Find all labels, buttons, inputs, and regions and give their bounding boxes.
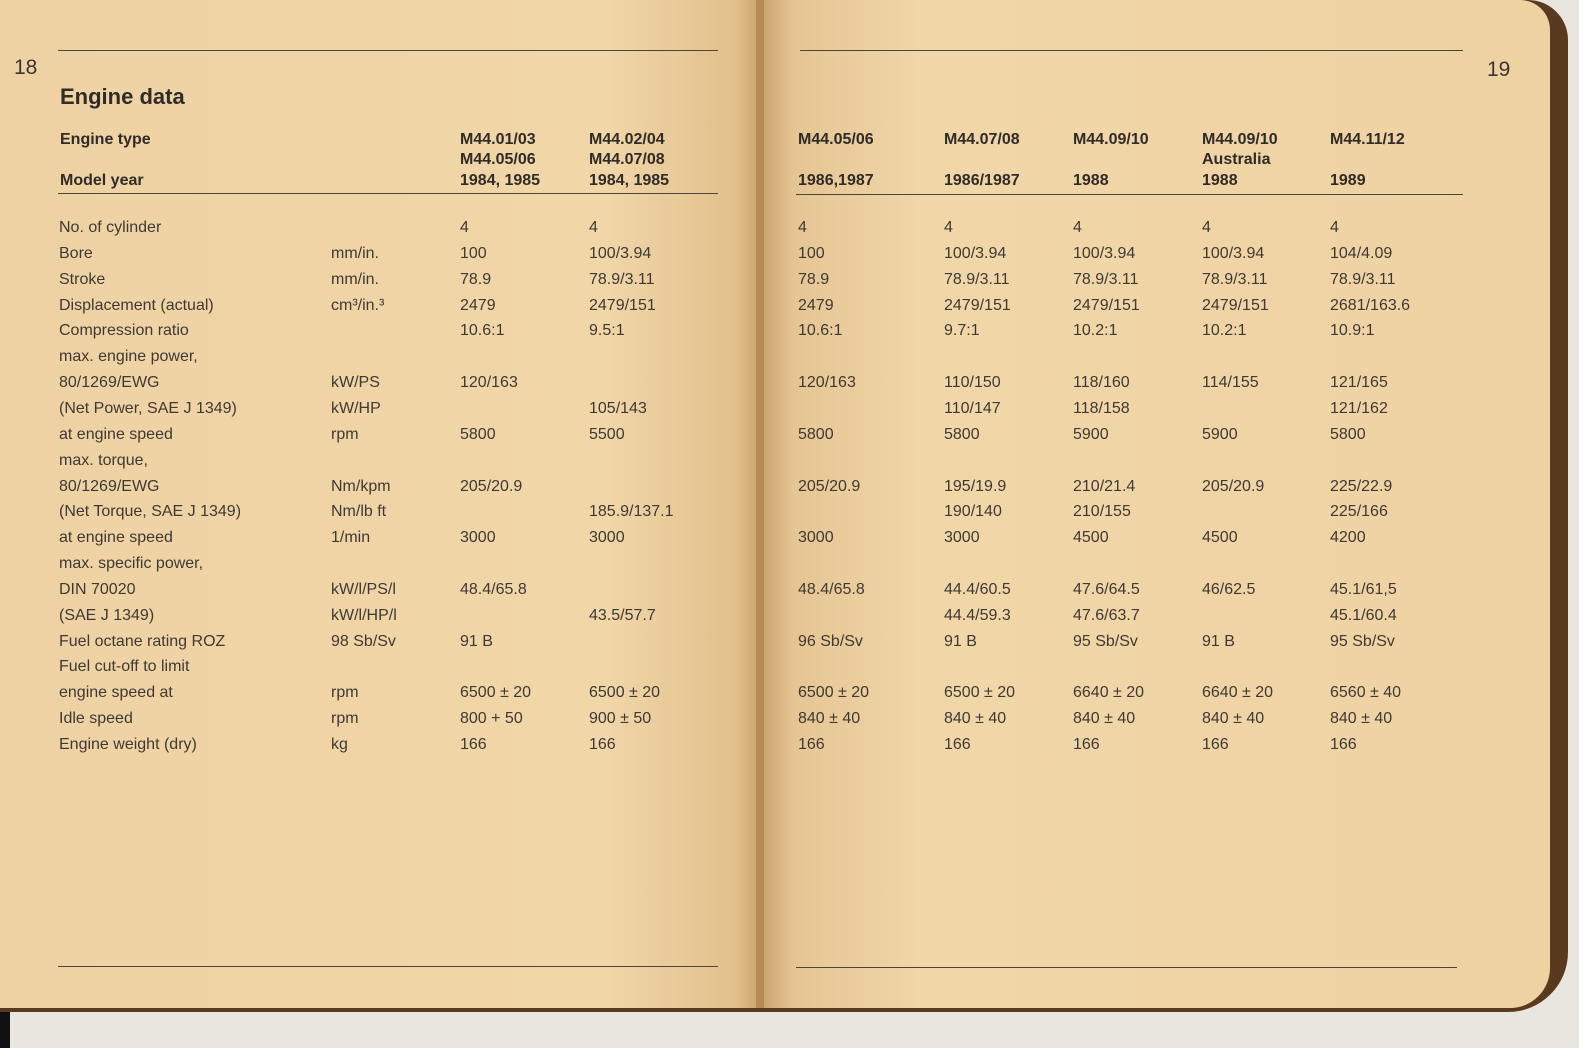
table-cell: 2479/151 — [1073, 296, 1140, 314]
column-engine-type: M44.07/08 — [589, 151, 665, 168]
top-rule-right — [800, 50, 1463, 51]
table-cell: 91 B — [460, 632, 493, 650]
table-cell: 840 ± 40 — [1330, 710, 1393, 728]
table-cell: 100 — [460, 244, 487, 262]
table-cell: 91 B — [1202, 632, 1235, 650]
table-cell: 118/158 — [1073, 399, 1130, 417]
table-cell: 166 — [1330, 736, 1357, 753]
row-unit: cm³/in.³ — [331, 296, 385, 314]
row-label: Fuel octane rating ROZ — [59, 632, 226, 650]
table-cell: 166 — [1202, 736, 1229, 753]
table-cell: 45.1/60.4 — [1330, 606, 1397, 624]
table-cell: 47.6/64.5 — [1073, 580, 1140, 598]
column-model-year: 1989 — [1330, 172, 1366, 189]
table-cell: 9.7:1 — [944, 322, 980, 340]
bottom-rule-left — [58, 966, 718, 967]
row-label: max. torque, — [59, 451, 148, 469]
table-cell: 118/160 — [1073, 374, 1130, 392]
table-cell: 4 — [1202, 219, 1211, 236]
table-cell: 120/163 — [460, 374, 518, 392]
table-cell: 800 + 50 — [460, 710, 523, 728]
table-cell: 6640 ± 20 — [1202, 684, 1274, 702]
column-engine-type: M44.05/06 — [798, 131, 874, 148]
table-cell: 195/19.9 — [944, 477, 1007, 495]
row-label: Displacement (actual) — [59, 296, 214, 314]
table-cell: 78.9/3.11 — [944, 270, 1010, 288]
table-cell: 10.6:1 — [798, 322, 843, 340]
table-cell: 114/155 — [1202, 374, 1259, 392]
row-unit: 98 Sb/Sv — [331, 632, 396, 650]
table-cell: 44.4/60.5 — [944, 580, 1011, 598]
table-cell: 190/140 — [944, 503, 1002, 521]
table-cell: 3000 — [944, 529, 980, 547]
table-cell: 4 — [589, 219, 598, 236]
row-label: Engine weight (dry) — [59, 736, 197, 753]
table-cell: 6500 ± 20 — [460, 684, 532, 702]
table-cell: 48.4/65.8 — [798, 580, 865, 598]
table-cell: 110/150 — [944, 374, 1001, 392]
table-cell: 78.9 — [460, 270, 492, 288]
row-unit: kW/PS — [331, 374, 380, 392]
column-model-year: 1986,1987 — [798, 172, 874, 189]
row-label: Stroke — [59, 270, 106, 288]
table-cell: 166 — [798, 736, 825, 753]
table-cell: 100/3.94 — [1073, 244, 1136, 262]
row-label: max. specific power, — [59, 555, 204, 573]
row-label: (SAE J 1349) — [59, 606, 155, 624]
column-engine-type: M44.07/08 — [944, 131, 1020, 148]
table-cell: 95 Sb/Sv — [1330, 632, 1395, 650]
table-cell: 4500 — [1073, 529, 1109, 547]
table-cell: 110/147 — [944, 399, 1001, 417]
table-cell: 3000 — [798, 529, 834, 547]
table-cell: 205/20.9 — [460, 477, 523, 495]
page-title: Engine data — [60, 84, 185, 109]
row-label: No. of cylinder — [59, 219, 162, 236]
column-model-year: 1988 — [1202, 172, 1238, 189]
engine-type-label: Engine type — [60, 131, 151, 148]
top-rule-left — [58, 50, 718, 51]
table-cell: 100 — [798, 244, 825, 262]
bottom-rule-right — [796, 967, 1457, 968]
table-cell: 3000 — [460, 529, 496, 547]
table-cell: 95 Sb/Sv — [1073, 632, 1138, 650]
table-cell: 121/165 — [1330, 374, 1388, 392]
row-unit: mm/in. — [331, 270, 379, 288]
table-cell: 4500 — [1202, 529, 1238, 547]
table-cell: 840 ± 40 — [798, 710, 861, 728]
table-cell: 225/166 — [1330, 503, 1388, 521]
table-cell: 43.5/57.7 — [589, 606, 656, 624]
table-cell: 10.2:1 — [1202, 322, 1247, 340]
row-unit: Nm/lb ft — [331, 503, 387, 521]
column-model-year: 1988 — [1073, 172, 1109, 189]
table-cell: 6640 ± 20 — [1073, 684, 1145, 702]
table-cell: 45.1/61,5 — [1330, 580, 1397, 598]
table-cell: 10.9:1 — [1330, 322, 1375, 340]
column-engine-type: M44.09/10 — [1202, 131, 1278, 148]
table-cell: 48.4/65.8 — [460, 580, 527, 598]
column-model-year: 1984, 1985 — [460, 172, 541, 189]
table-cell: 185.9/137.1 — [589, 503, 674, 521]
row-label: Bore — [59, 244, 93, 262]
table-cell: 2681/163.6 — [1330, 296, 1411, 314]
right-page — [762, 0, 1550, 1008]
table-cell: 5900 — [1073, 425, 1109, 443]
table-cell: 5800 — [1330, 425, 1366, 443]
row-label: 80/1269/EWG — [59, 374, 160, 392]
row-unit: kW/HP — [331, 399, 381, 417]
scan-edge — [0, 1012, 10, 1048]
table-cell: 5900 — [1202, 425, 1238, 443]
row-unit: rpm — [331, 684, 359, 702]
header-rule-left — [58, 193, 718, 194]
table-cell: 6500 ± 20 — [798, 684, 870, 702]
table-cell: 78.9 — [798, 270, 830, 288]
table-cell: 205/20.9 — [1202, 477, 1265, 495]
table-cell: 46/62.5 — [1202, 580, 1256, 598]
column-engine-type: M44.11/12 — [1330, 131, 1405, 148]
table-cell: 121/162 — [1330, 399, 1388, 417]
table-cell: 166 — [589, 736, 616, 753]
column-engine-type: M44.02/04 — [589, 131, 665, 148]
table-cell: 840 ± 40 — [1202, 710, 1265, 728]
row-label: (Net Torque, SAE J 1349) — [59, 503, 242, 521]
table-cell: 100/3.94 — [944, 244, 1007, 262]
row-unit: kg — [331, 736, 348, 753]
column-engine-type: M44.01/03 — [460, 131, 536, 148]
table-cell: 225/22.9 — [1330, 477, 1393, 495]
model-year-label: Model year — [60, 172, 144, 189]
table-cell: 6500 ± 20 — [944, 684, 1016, 702]
row-label: 80/1269/EWG — [59, 477, 160, 495]
table-cell: 4 — [798, 219, 807, 236]
table-cell: 120/163 — [798, 374, 856, 392]
table-cell: 4 — [944, 219, 953, 236]
table-cell: 840 ± 40 — [1073, 710, 1136, 728]
row-unit: rpm — [331, 710, 359, 728]
header-rule-right — [796, 194, 1463, 195]
table-cell: 4 — [460, 219, 469, 236]
table-cell: 104/4.09 — [1330, 244, 1393, 262]
column-engine-type: Australia — [1202, 151, 1271, 168]
column-engine-type: M44.09/10 — [1073, 131, 1149, 148]
table-cell: 210/21.4 — [1073, 477, 1136, 495]
table-cell: 4 — [1330, 219, 1339, 236]
table-cell: 2479/151 — [944, 296, 1011, 314]
table-cell: 10.2:1 — [1073, 322, 1118, 340]
table-cell: 2479 — [798, 296, 834, 314]
table-cell: 47.6/63.7 — [1073, 606, 1140, 624]
table-cell: 166 — [944, 736, 971, 753]
row-unit: kW/l/HP/l — [331, 606, 397, 624]
table-cell: 9.5:1 — [589, 322, 625, 340]
table-cell: 10.6:1 — [460, 322, 505, 340]
page-number-right: 19 — [1487, 58, 1511, 81]
table-cell: 4 — [1073, 219, 1082, 236]
row-unit: Nm/kpm — [331, 477, 391, 495]
row-label: at engine speed — [59, 529, 173, 547]
table-cell: 5500 — [589, 425, 625, 443]
column-engine-type: M44.05/06 — [460, 151, 536, 168]
row-unit: kW/l/PS/l — [331, 580, 396, 598]
table-cell: 3000 — [589, 529, 625, 547]
column-model-year: 1984, 1985 — [589, 172, 670, 189]
table-cell: 78.9/3.11 — [1330, 270, 1396, 288]
table-cell: 100/3.94 — [589, 244, 652, 262]
table-cell: 5800 — [944, 425, 980, 443]
row-label: max. engine power, — [59, 348, 198, 366]
row-unit: 1/min — [331, 529, 371, 547]
table-cell: 166 — [460, 736, 487, 753]
table-cell: 2479/151 — [589, 296, 656, 314]
table-cell: 900 ± 50 — [589, 710, 652, 728]
row-label: Idle speed — [59, 710, 133, 728]
column-model-year: 1986/1987 — [944, 172, 1020, 189]
table-cell: 4200 — [1330, 529, 1366, 547]
page-number-left: 18 — [14, 56, 38, 79]
row-unit: rpm — [331, 425, 359, 443]
table-cell: 840 ± 40 — [944, 710, 1007, 728]
row-label: (Net Power, SAE J 1349) — [59, 399, 237, 417]
table-cell: 210/155 — [1073, 503, 1131, 521]
table-cell: 96 Sb/Sv — [798, 632, 863, 650]
table-cell: 78.9/3.11 — [1073, 270, 1139, 288]
row-unit: mm/in. — [331, 244, 379, 262]
row-label: at engine speed — [59, 425, 173, 443]
table-cell: 105/143 — [589, 399, 647, 417]
table-cell: 100/3.94 — [1202, 244, 1265, 262]
table-cell: 91 B — [944, 632, 977, 650]
row-label: engine speed at — [59, 684, 173, 702]
table-cell: 5800 — [460, 425, 496, 443]
table-cell: 6560 ± 40 — [1330, 684, 1402, 702]
table-cell: 6500 ± 20 — [589, 684, 661, 702]
row-label: Fuel cut-off to limit — [59, 658, 190, 676]
table-cell: 44.4/59.3 — [944, 606, 1011, 624]
table-cell: 5800 — [798, 425, 834, 443]
table-cell: 78.9/3.11 — [1202, 270, 1268, 288]
table-cell: 166 — [1073, 736, 1100, 753]
table-cell: 78.9/3.11 — [589, 270, 655, 288]
row-label: DIN 70020 — [59, 580, 136, 598]
table-cell: 205/20.9 — [798, 477, 861, 495]
table-cell: 2479 — [460, 296, 496, 314]
row-label: Compression ratio — [59, 322, 189, 340]
book-gutter — [756, 0, 764, 1008]
table-cell: 2479/151 — [1202, 296, 1269, 314]
